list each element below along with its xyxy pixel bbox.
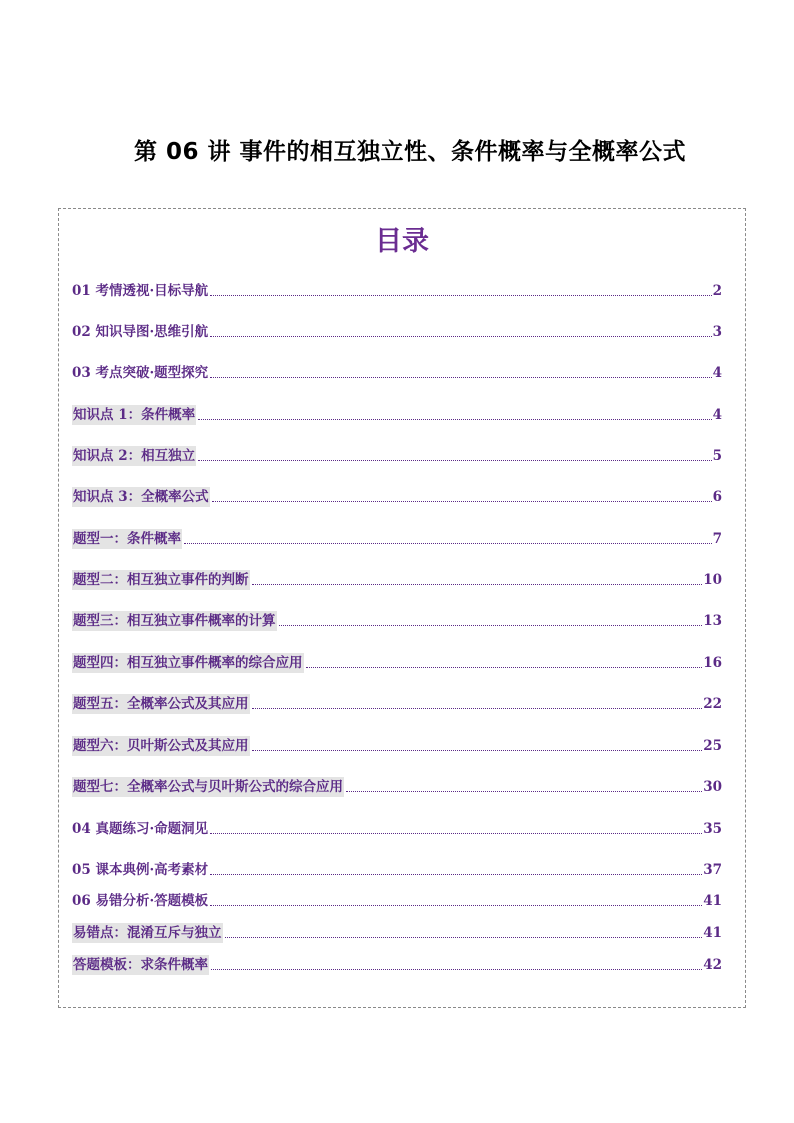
- dot-leader: [210, 295, 711, 296]
- toc-entry-page: 35: [703, 821, 722, 837]
- toc-entry-tixing-4[interactable]: [72, 653, 722, 673]
- toc-entry-label: 知识点 2：相互独立: [73, 448, 196, 464]
- dot-leader: [210, 377, 711, 378]
- toc-entry-zhishidian-3[interactable]: [72, 487, 722, 507]
- toc-entry-label: 05 课本典例·高考素材: [72, 862, 209, 878]
- toc-entry-page: 6: [712, 489, 722, 505]
- dot-leader: [252, 750, 703, 751]
- toc-entry-page: 41: [703, 925, 722, 941]
- dot-leader: [210, 833, 702, 834]
- toc-entry-page: 5: [712, 448, 722, 464]
- toc-entry-label: 题型三：相互独立事件概率的计算: [73, 613, 276, 629]
- toc-entry-page: 42: [703, 957, 722, 973]
- toc-entry-tixing-3[interactable]: [72, 611, 722, 631]
- toc-entry-label: 题型一：条件概率: [73, 531, 181, 547]
- toc-entry-yicuodian[interactable]: [72, 923, 722, 943]
- dot-leader: [210, 874, 702, 875]
- dot-leader: [210, 336, 711, 337]
- toc-entry-page: 41: [703, 893, 722, 909]
- toc-entry-yicuo[interactable]: [72, 891, 722, 911]
- dot-leader: [212, 501, 712, 502]
- table-of-contents: [58, 208, 746, 1008]
- toc-entry-label: 知识点 1：条件概率: [73, 407, 196, 423]
- toc-entry-tixing-1[interactable]: [72, 529, 722, 549]
- toc-entry-label: 题型五：全概率公式及其应用: [73, 696, 249, 712]
- toc-entry-label: 答题模板：求条件概率: [73, 957, 208, 973]
- toc-entry-label: 题型四：相互独立事件概率的综合应用: [73, 655, 303, 671]
- toc-entry-label: 01 考情透视·目标导航: [72, 283, 209, 299]
- page-title: 第 06 讲 事件的相互独立性、条件概率与全概率公式: [133, 139, 687, 165]
- toc-entry-label: 06 易错分析·答题模板: [72, 893, 209, 909]
- toc-entry-page: 10: [703, 572, 722, 588]
- dot-leader: [225, 937, 703, 938]
- toc-entry-page: 13: [703, 613, 722, 629]
- toc-entry-page: 2: [712, 283, 722, 299]
- toc-entry-page: 37: [703, 862, 722, 878]
- toc-entry-tixing-2[interactable]: [72, 570, 722, 590]
- toc-entry-page: 7: [712, 531, 722, 547]
- dot-leader: [198, 460, 712, 461]
- toc-entry-page: 16: [703, 655, 722, 671]
- dot-leader: [198, 419, 712, 420]
- toc-entry-label: 03 考点突破·题型探究: [72, 365, 209, 381]
- toc-entry-tixing-7[interactable]: [72, 777, 722, 797]
- dot-leader: [184, 543, 712, 544]
- toc-entry-label: 04 真题练习·命题洞见: [72, 821, 209, 837]
- dot-leader: [211, 969, 702, 970]
- toc-entry-label: 题型七：全概率公式与贝叶斯公式的综合应用: [73, 779, 343, 795]
- toc-entry-tixing-6[interactable]: [72, 736, 722, 756]
- toc-entry-label: 易错点：混淆互斥与独立: [73, 925, 222, 941]
- toc-entry-label: 02 知识导图·思维引航: [72, 324, 209, 340]
- toc-entry-zhishi-daotu[interactable]: [72, 322, 722, 342]
- dot-leader: [252, 708, 703, 709]
- dot-leader: [346, 791, 702, 792]
- dot-leader: [279, 625, 703, 626]
- toc-entry-keben[interactable]: [72, 860, 722, 880]
- toc-entry-zhishidian-1[interactable]: [72, 405, 722, 425]
- dot-leader: [306, 667, 703, 668]
- toc-entry-kaoqing[interactable]: [72, 281, 722, 301]
- toc-entry-page: 22: [703, 696, 722, 712]
- toc-entry-label: 题型二：相互独立事件的判断: [73, 572, 249, 588]
- toc-heading: 目录: [375, 226, 429, 257]
- toc-entry-label: 题型六：贝叶斯公式及其应用: [73, 738, 249, 754]
- toc-entry-tixing-5[interactable]: [72, 694, 722, 714]
- toc-entry-label: 知识点 3：全概率公式: [73, 489, 209, 505]
- toc-entry-page: 4: [712, 365, 722, 381]
- toc-entry-dati-moban[interactable]: [72, 955, 722, 975]
- toc-entry-page: 25: [703, 738, 722, 754]
- toc-entry-page: 3: [712, 324, 722, 340]
- toc-entry-page: 30: [703, 779, 722, 795]
- toc-entry-kaodian-tupo[interactable]: [72, 363, 722, 383]
- dot-leader: [252, 584, 703, 585]
- toc-entry-zhishidian-2[interactable]: [72, 446, 722, 466]
- dot-leader: [210, 905, 702, 906]
- toc-entry-zhenti[interactable]: [72, 819, 722, 839]
- toc-entry-page: 4: [712, 407, 722, 423]
